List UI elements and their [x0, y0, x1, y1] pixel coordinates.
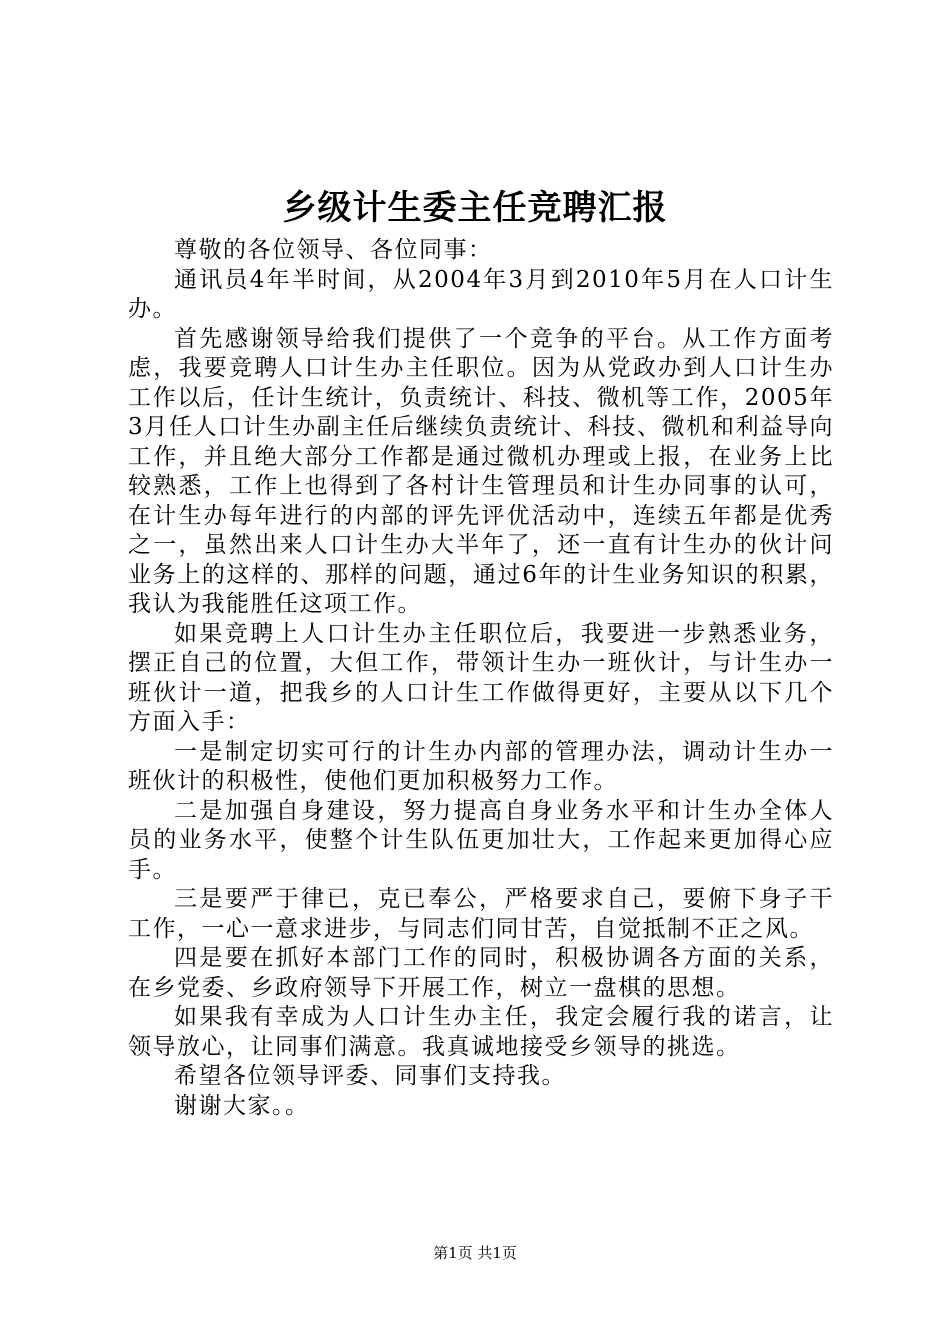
paragraph-commitment: 如果我有幸成为人口计生办主任，我定会履行我的诺言，让领导放心，让同事们满意。我真诚地接受乡领导的挑选。 — [128, 1004, 834, 1060]
paragraph-tenure: 通讯员4年半时间，从2004年3月到2010年5月在人口计生办。 — [128, 266, 834, 322]
paragraph-point-one: 一是制定切实可行的计生办内部的管理办法，调动计生办一班伙计的积极性，使他们更加积极努力工作。 — [128, 738, 834, 794]
paragraph-point-four: 四是要在抓好本部门工作的同时，积极协调各方面的关系，在乡党委、乡政府领导下开展工作，树立一盘棋的思想。 — [128, 945, 834, 1001]
page-footer: 第1页 共1页 — [433, 1244, 517, 1262]
document-title: 乡级计生委主任竞聘汇报 — [282, 188, 668, 228]
paragraph-point-two: 二是加强自身建设，努力提高自身业务水平和计生办全体人员的业务水平，使整个计生队伍更加壮大，工作起来更加得心应手。 — [128, 797, 834, 883]
document-body — [128, 236, 834, 1121]
paragraph-plan-intro: 如果竞聘上人口计生办主任职位后，我要进一步熟悉业务，摆正自己的位置，大但工作，带领计生办一班伙计，与计生办一班伙计一道，把我乡的人口计生工作做得更好，主要从以下几个方面入手： — [128, 620, 834, 735]
paragraph-salutation: 尊敬的各位领导、各位同事： — [174, 237, 493, 263]
paragraph-thanks: 谢谢大家。。 — [174, 1092, 310, 1119]
paragraph-qualifications: 首先感谢领导给我们提供了一个竞争的平台。从工作方面考虑，我要竞聘人口计生办主任职位。因为从党政办到人口计生办工作以后，任计生统计，负责统计、科技、微机等工作，2005年3月任人口计生办副主任后继续负责统计、科技、微机和利益导向工作，并且绝大部分工作都是通过微机办理或上报，在业务上比较熟悉，工作上也得到了各村计生管理员和计生办同事的认可，在计生办每年进行的内部的评先评优活动中，连续五年都是优秀之一，虽然出来人口计生办大半年了，还一直有计生办的伙计问业务上的这样的、那样的问题，通过6年的计生业务知识的积累，我认为我能胜任这项工作。 — [128, 325, 834, 617]
paragraph-support-request: 希望各位领导评委、同事们支持我。 — [174, 1063, 566, 1089]
paragraph-point-three: 三是要严于律已，克已奉公，严格要求自己，要俯下身子干工作，一心一意求进步，与同志们同甘苦，自觉抵制不正之风。 — [128, 886, 834, 942]
